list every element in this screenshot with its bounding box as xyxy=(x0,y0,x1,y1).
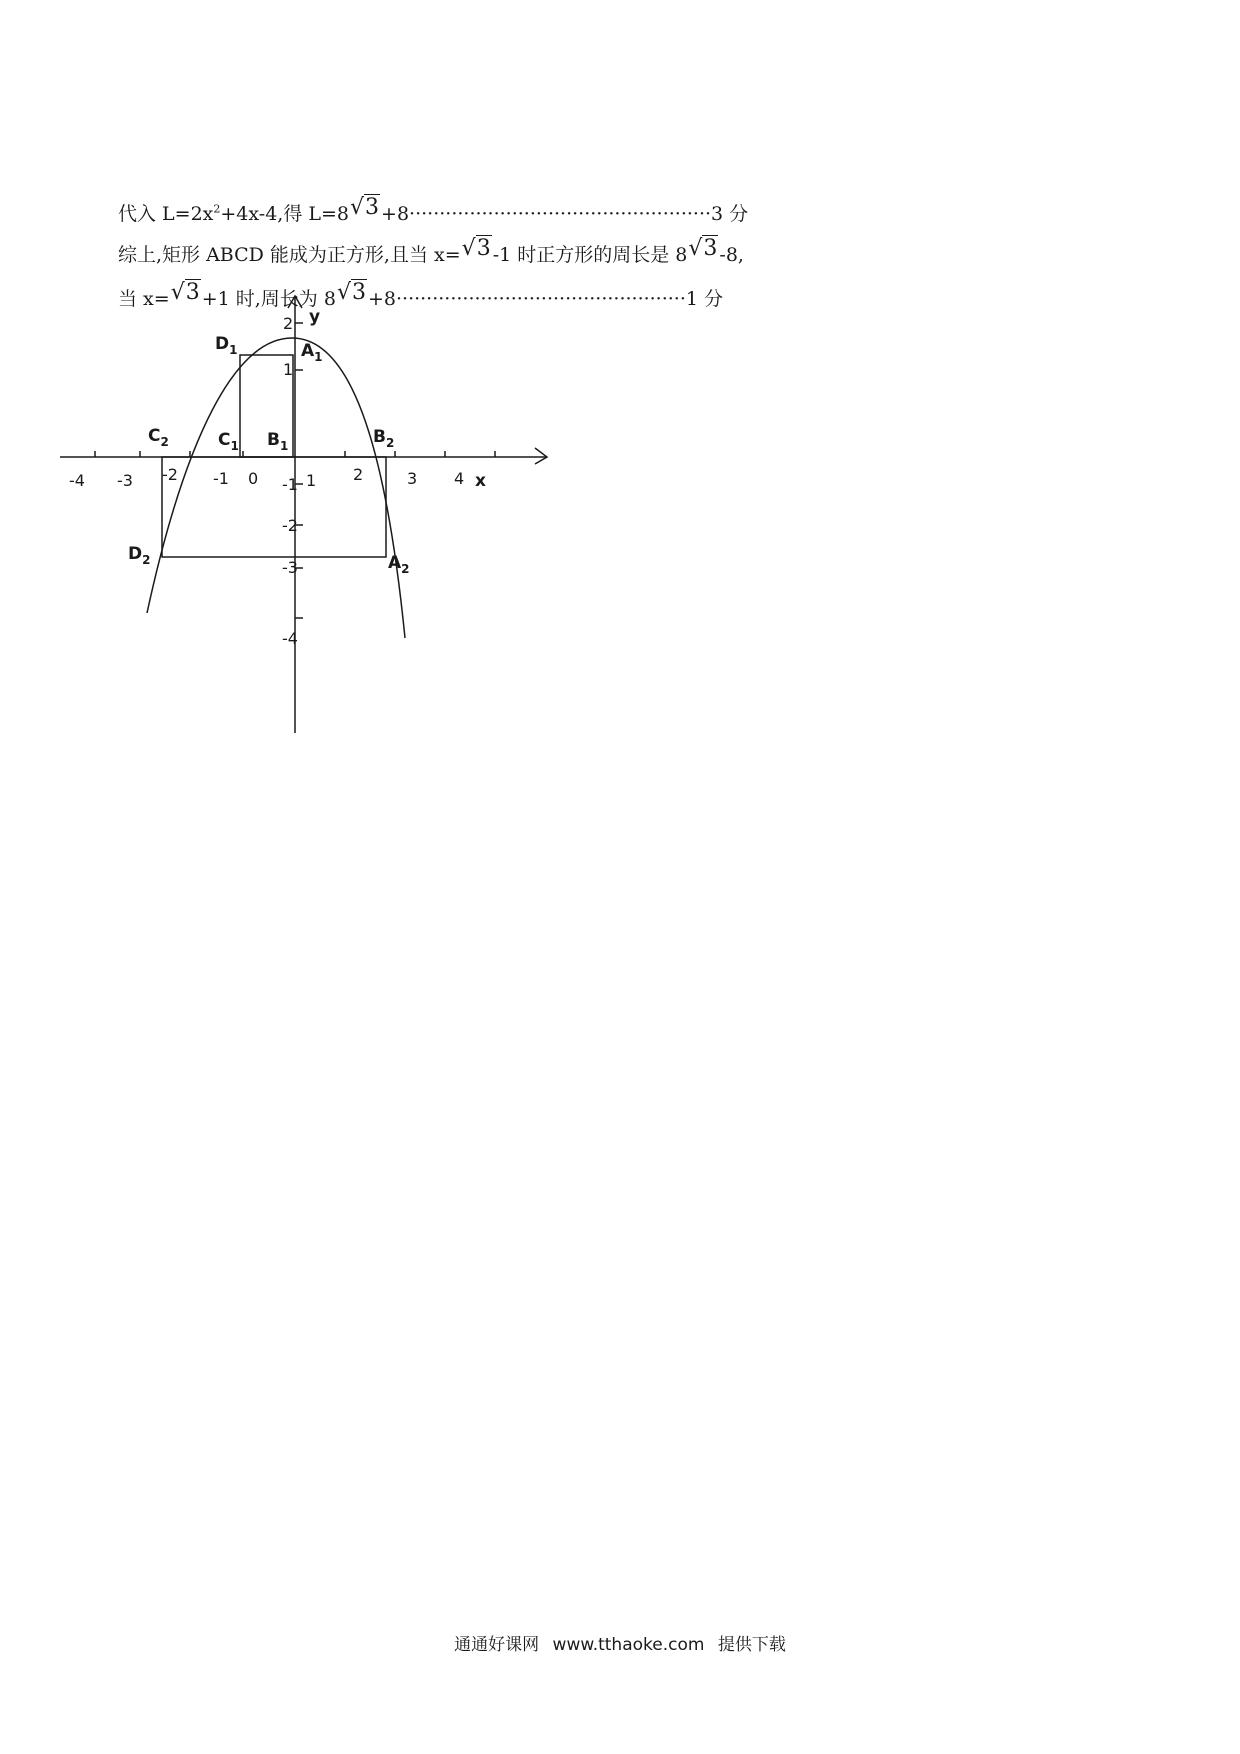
x-tick-labels xyxy=(69,465,464,490)
x-tick-label: -1 xyxy=(213,469,229,488)
parabola-figure xyxy=(55,288,575,738)
line1-post: +8 xyxy=(381,203,410,225)
line3-mid: +1 时,周长为 8 xyxy=(201,288,336,310)
y-axis-label: y xyxy=(309,307,321,327)
point-label-d2: $D_2$ xyxy=(128,544,151,567)
x-tick-label: -2 xyxy=(162,465,178,484)
solution-line-2 xyxy=(118,237,744,267)
point-label-a1: $A_1$ xyxy=(301,341,323,364)
point-labels xyxy=(128,334,410,576)
point-label-c2: $C_2$ xyxy=(148,426,169,449)
parabola-curve xyxy=(147,338,405,638)
line3-pre: 当 x= xyxy=(118,288,170,310)
point-label-d1: $D_1$ xyxy=(215,334,238,357)
y-tick-label: -4 xyxy=(282,629,298,648)
line2-pre: 综上,矩形 ABCD 能成为正方形,且当 x= xyxy=(118,244,461,266)
point-label-c1: $C_1$ xyxy=(218,430,239,453)
sqrt-symbol: √3 xyxy=(461,236,491,261)
leader-dots: ·················································· xyxy=(409,203,712,225)
line2-post: -8, xyxy=(719,244,744,266)
line2-mid: -1 时正方形的周长是 8 xyxy=(492,244,688,266)
sqrt-symbol: √3 xyxy=(350,195,380,220)
y-tick-label: 2 xyxy=(283,314,294,333)
score-label: 3 分 xyxy=(711,203,749,225)
sqrt-symbol: √3 xyxy=(170,280,200,305)
x-tick-label: 3 xyxy=(407,469,418,488)
line1-mid: +4x-4,得 L=8 xyxy=(220,203,349,225)
y-tick-label: -1 xyxy=(282,475,298,494)
point-label-a2: $A_2$ xyxy=(388,553,410,576)
x-tick-label: 4 xyxy=(454,469,465,488)
x-tick-label: 0 xyxy=(248,469,259,488)
page-footer xyxy=(0,1630,1240,1655)
y-tick-label: 1 xyxy=(283,360,294,379)
x-tick-label: 1 xyxy=(306,471,317,490)
solution-line-1 xyxy=(118,196,748,226)
sqrt-symbol: √3 xyxy=(336,280,366,305)
sqrt-symbol: √3 xyxy=(688,236,718,261)
x-axis-arrow xyxy=(535,448,547,464)
footer-site-name: 通通好课网 xyxy=(454,1635,540,1655)
x-tick-label: 2 xyxy=(353,465,364,484)
x-axis-label: x xyxy=(475,471,486,491)
line1-sup: 2 xyxy=(213,202,221,216)
x-tick-label: -3 xyxy=(117,471,133,490)
y-tick-label: -3 xyxy=(282,558,298,577)
footer-url: www.tthaoke.com xyxy=(552,1635,705,1655)
leader-dots: ················································ xyxy=(395,288,686,310)
y-tick-label: -2 xyxy=(282,516,298,535)
score-label: 1 分 xyxy=(685,288,724,310)
point-label-b2: $B_2$ xyxy=(373,427,395,450)
footer-suffix: 提供下载 xyxy=(717,1635,786,1655)
line1-pre: 代入 L=2x xyxy=(118,203,214,225)
x-tick-label: -4 xyxy=(69,471,85,490)
line3-post: +8 xyxy=(367,288,396,310)
point-label-b1: $B_1$ xyxy=(267,430,289,453)
